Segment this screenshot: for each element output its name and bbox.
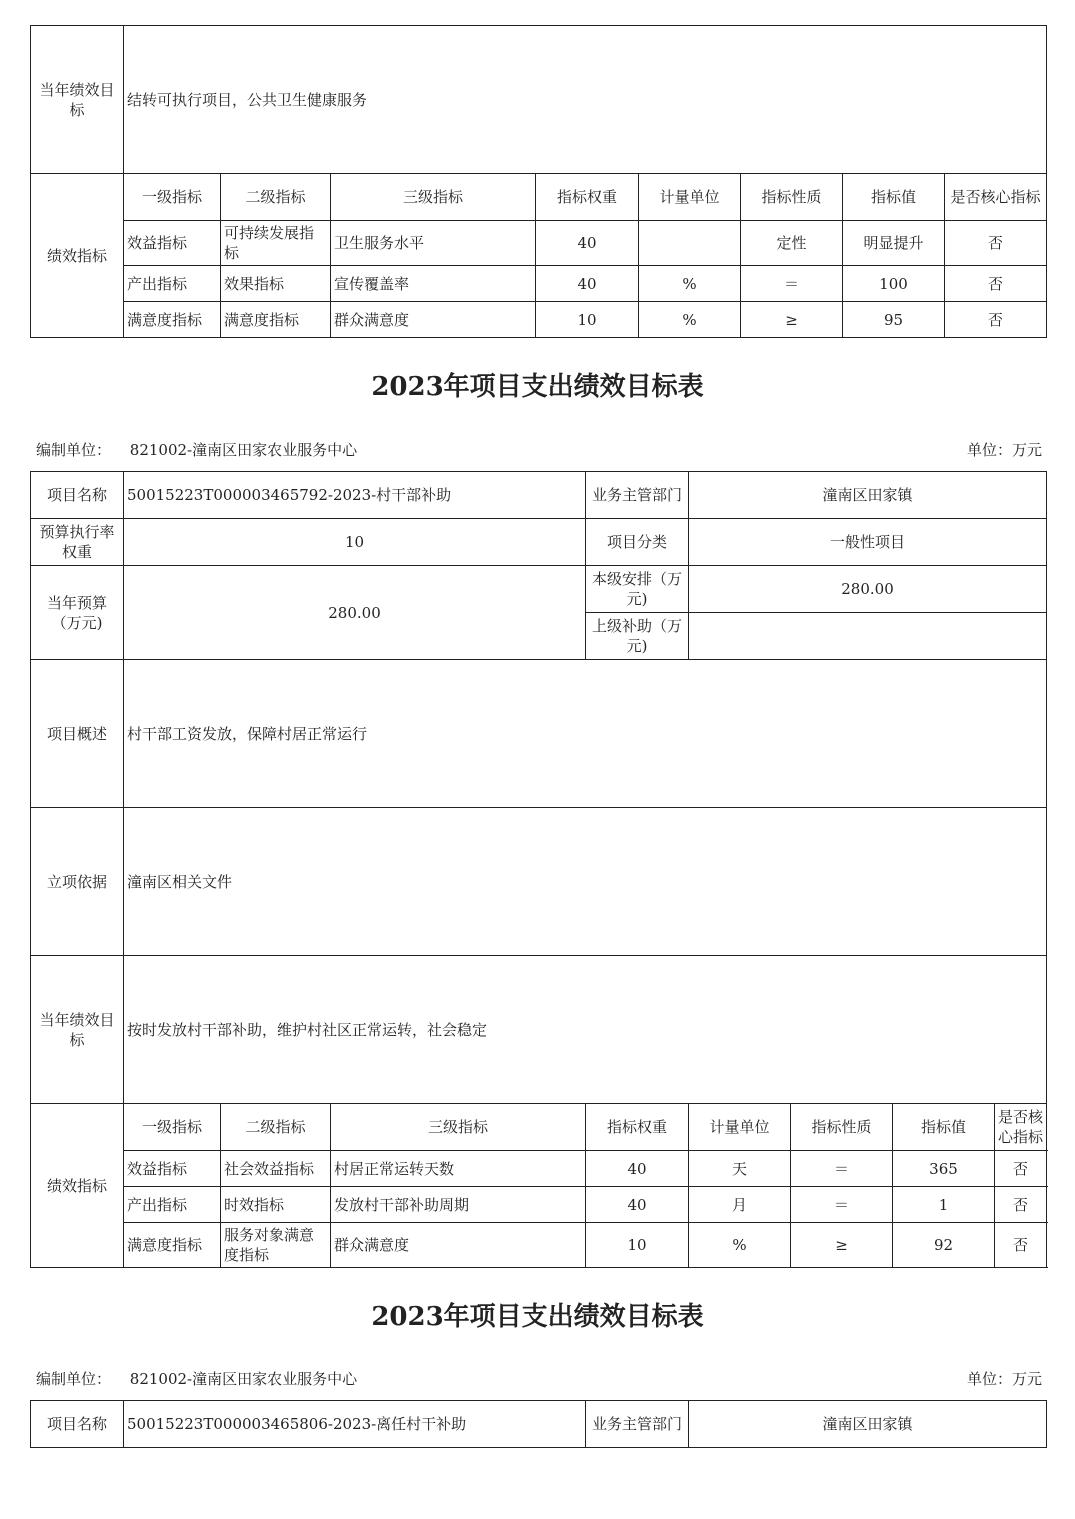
cell: % <box>639 266 741 302</box>
cell: 40 <box>586 1187 689 1223</box>
header-cell: 一级指标 <box>124 174 221 221</box>
project-name: 50015223T000003465806-2023-离任村干补助 <box>124 1401 586 1448</box>
goal-row <box>31 956 1047 1104</box>
project-name: 50015223T000003465792-2023-村干部补助 <box>124 472 586 519</box>
budget-value: 280.00 <box>124 566 586 660</box>
local-value: 280.00 <box>689 566 1047 613</box>
header-cell: 三级指标 <box>331 1104 586 1151</box>
page-title: 2023年项目支出绩效目标表 <box>371 372 704 402</box>
budget-label: 当年预算（万元) <box>31 566 124 660</box>
cell: 效益指标 <box>124 1151 221 1187</box>
org-value: 821002-潼南区田家农业服务中心 <box>129 1370 358 1388</box>
basis-label: 立项依据 <box>31 808 124 956</box>
project-name-row <box>31 1401 1047 1448</box>
header-cell: 指标值 <box>843 174 945 221</box>
project-name-row <box>31 472 1047 519</box>
cell: ＝ <box>791 1187 893 1223</box>
cell: 100 <box>843 266 945 302</box>
project-name-label: 项目名称 <box>31 472 124 519</box>
table-row <box>31 266 1047 302</box>
cell: 10 <box>586 1223 689 1268</box>
cell: 宣传覆盖率 <box>331 266 536 302</box>
cell: 否 <box>995 1223 1047 1268</box>
perf-label: 绩效指标 <box>31 174 124 338</box>
exec-weight-row <box>31 519 1047 566</box>
header-cell: 指标性质 <box>791 1104 893 1151</box>
cell: 1 <box>893 1187 995 1223</box>
goal-text: 结转可执行项目，公共卫生健康服务 <box>124 26 1047 174</box>
unit-label: 单位：万元 <box>966 1370 1042 1388</box>
cell: 可持续发展指标 <box>221 221 331 266</box>
cell: 天 <box>689 1151 791 1187</box>
cell: 40 <box>586 1151 689 1187</box>
block1-table <box>30 25 1047 338</box>
goal-row <box>31 26 1047 174</box>
dept-label: 业务主管部门 <box>586 472 689 519</box>
cell: 满意度指标 <box>221 302 331 338</box>
cell: ≥ <box>741 302 843 338</box>
dept-value: 潼南区田家镇 <box>689 1401 1047 1448</box>
cell: 否 <box>995 1151 1047 1187</box>
header-cell: 是否核心指标 <box>945 174 1047 221</box>
cell: 产出指标 <box>124 266 221 302</box>
cell: 群众满意度 <box>331 302 536 338</box>
basis-text: 潼南区相关文件 <box>124 808 1047 956</box>
cell: 否 <box>995 1187 1047 1223</box>
header-cell: 指标值 <box>893 1104 995 1151</box>
upper-value <box>689 613 1047 660</box>
cell: 否 <box>945 221 1047 266</box>
header-cell: 指标性质 <box>741 174 843 221</box>
header-cell: 三级指标 <box>331 174 536 221</box>
header-cell: 一级指标 <box>124 1104 221 1151</box>
cell: 否 <box>945 266 1047 302</box>
cell: % <box>689 1223 791 1268</box>
table-row <box>31 1151 1047 1187</box>
project-name-label: 项目名称 <box>31 1401 124 1448</box>
budget-row <box>31 566 1047 613</box>
header-cell: 是否核心指标 <box>995 1104 1047 1151</box>
header-cell: 指标权重 <box>586 1104 689 1151</box>
cell: 产出指标 <box>124 1187 221 1223</box>
page-title: 2023年项目支出绩效目标表 <box>371 1302 704 1332</box>
perf-label: 绩效指标 <box>31 1104 124 1268</box>
cell: 月 <box>689 1187 791 1223</box>
cell: ＝ <box>741 266 843 302</box>
cell: 服务对象满意度指标 <box>221 1223 331 1268</box>
header-cell: 二级指标 <box>221 1104 331 1151</box>
org-label: 编制单位： <box>36 441 112 459</box>
basis-row <box>31 808 1047 956</box>
dept-label: 业务主管部门 <box>586 1401 689 1448</box>
table-row <box>31 1187 1047 1223</box>
block3-table <box>30 1400 1047 1448</box>
header-cell: 计量单位 <box>689 1104 791 1151</box>
exec-weight-label: 预算执行率权重 <box>31 519 124 566</box>
perf-header-row <box>31 1104 1047 1151</box>
cell: 明显提升 <box>843 221 945 266</box>
unit-label: 单位：万元 <box>966 441 1042 459</box>
table-row <box>31 221 1047 266</box>
cell: 10 <box>536 302 639 338</box>
goal-label: 当年绩效目标 <box>31 956 124 1104</box>
cell: 否 <box>945 302 1047 338</box>
category: 一般性项目 <box>689 519 1047 566</box>
goal-label: 当年绩效目标 <box>31 26 124 174</box>
cell: ＝ <box>791 1151 893 1187</box>
org-line <box>36 1368 1042 1389</box>
cell: 社会效益指标 <box>221 1151 331 1187</box>
header-cell: 二级指标 <box>221 174 331 221</box>
cell: 效益指标 <box>124 221 221 266</box>
cell: 卫生服务水平 <box>331 221 536 266</box>
org-value: 821002-潼南区田家农业服务中心 <box>129 441 358 459</box>
cell: ≥ <box>791 1223 893 1268</box>
dept-value: 潼南区田家镇 <box>689 472 1047 519</box>
cell: 40 <box>536 266 639 302</box>
cell: 时效指标 <box>221 1187 331 1223</box>
local-label: 本级安排（万元) <box>586 566 689 613</box>
table-row <box>31 302 1047 338</box>
exec-weight: 10 <box>124 519 586 566</box>
summary-text: 村干部工资发放，保障村居正常运行 <box>124 660 1047 808</box>
cell: 95 <box>843 302 945 338</box>
org-label: 编制单位： <box>36 1370 112 1388</box>
cell: 定性 <box>741 221 843 266</box>
cell: 92 <box>893 1223 995 1268</box>
cell: 群众满意度 <box>331 1223 586 1268</box>
cell <box>639 221 741 266</box>
upper-label: 上级补助（万元) <box>586 613 689 660</box>
cell: 效果指标 <box>221 266 331 302</box>
category-label: 项目分类 <box>586 519 689 566</box>
cell: % <box>639 302 741 338</box>
table-row <box>31 1223 1047 1268</box>
cell: 满意度指标 <box>124 302 221 338</box>
cell: 村居正常运转天数 <box>331 1151 586 1187</box>
header-cell: 计量单位 <box>639 174 741 221</box>
cell: 365 <box>893 1151 995 1187</box>
summary-row <box>31 660 1047 808</box>
summary-label: 项目概述 <box>31 660 124 808</box>
goal-text: 按时发放村干部补助，维护村社区正常运转，社会稳定 <box>124 956 1047 1104</box>
cell: 发放村干部补助周期 <box>331 1187 586 1223</box>
header-cell: 指标权重 <box>536 174 639 221</box>
cell: 满意度指标 <box>124 1223 221 1268</box>
block2-table <box>30 471 1047 1268</box>
org-line <box>36 439 1042 460</box>
perf-header-row <box>31 174 1047 221</box>
cell: 40 <box>536 221 639 266</box>
